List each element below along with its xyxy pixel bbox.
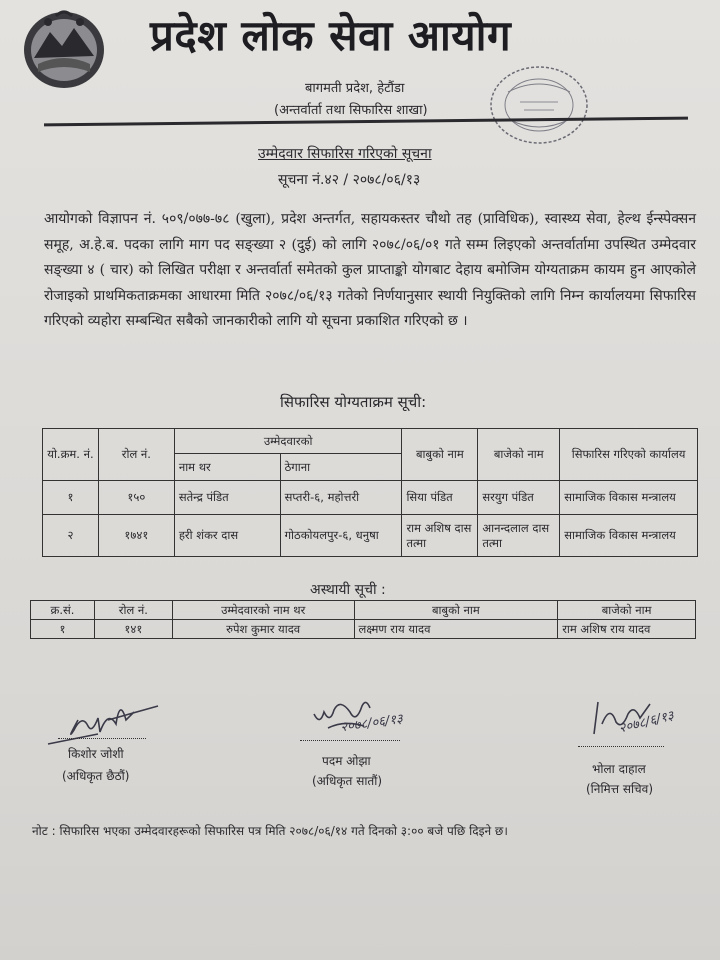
table-header-row xyxy=(31,601,696,620)
handwritten-date-3: २०७८/६/१३ xyxy=(617,708,676,737)
header-grandfather: बाजेको नाम xyxy=(558,601,696,620)
cell-grandfather: राम अशिष राय यादव xyxy=(558,620,696,639)
signature-line-3 xyxy=(578,746,664,747)
header-father: बाबुको नाम xyxy=(402,429,478,481)
notice-body: आयोगको विज्ञापन नं. ५०९/०७७-७८ (खुला), प्रदेश अन्तर्गत, सहायकस्तर चौथो तह (प्राविधिक), स्वास्थ्य सेवा, हेल्थ ईन्स्पेक्सन समूह, अ.हे.ब. पदका लागि माग पद सङ्ख्या २ (दुई) को लागि २०७८/०६/०१ गते सम्म लिइएको अन्तर्वार्तामा उपस्थित उम्मेदवार सङ्ख्या ४ ( चार) को लिखित परीक्षा र अन्तर्वार्ता समेतको कुल प्राप्ताङ्को योगबाट देहाय बमोजिम योग्यताक्रम कायम हुन आएकोले रोजाइको प्राथमिकताक्रमका आधारमा मिति २०७८/०६/१३ गतेको निर्णयानुसार स्थायी नियुक्तिको लागि निम्न कार्यालयमा सिफारिस गरिएको व्यहोरा सम्बन्धित सबैको जानकारीको लागि यो सूचना प्रकाशित गरिएको छ । xyxy=(44,211,696,329)
cell-grandfather: सरयुग पंडित xyxy=(478,481,560,515)
signatory-3-name: भोला दाहाल xyxy=(592,762,646,776)
signatory-1-name: किशोर जोशी xyxy=(68,747,124,761)
signatory-2-name: पदम ओझा xyxy=(322,754,371,768)
header-office: सिफारिस गरिएको कार्यालय xyxy=(560,429,698,481)
province-subtitle: बागमती प्रदेश, हेटौंडा xyxy=(305,81,405,96)
header-address: ठेगाना xyxy=(280,454,402,481)
cell-grandfather: आनन्दलाल दास तत्मा xyxy=(478,515,560,557)
cell-office: सामाजिक विकास मन्त्रालय xyxy=(560,515,698,557)
cell-office: सामाजिक विकास मन्त्रालय xyxy=(560,481,698,515)
signatory-2-title: (अधिकृत सातौं) xyxy=(312,774,383,788)
office-stamp-icon xyxy=(486,62,592,148)
header-father: बाबुको नाम xyxy=(354,601,558,620)
notice-heading: उम्मेदवार सिफारिस गरिएको सूचना xyxy=(258,146,432,162)
cell-address: गोठकोयलपुर-६, धनुषा xyxy=(280,515,402,557)
cell-father: राम अशिष दास तत्मा xyxy=(402,515,478,557)
table-row xyxy=(31,620,696,639)
signatory-1-title: (अधिकृत छैठौं) xyxy=(62,769,130,783)
table-header-row xyxy=(43,429,698,454)
cell-sn: १ xyxy=(31,620,95,639)
recommended-table xyxy=(42,428,698,557)
recommended-list-title: सिफारिस योग्यताक्रम सूची: xyxy=(280,393,427,411)
branch-subtitle: (अन्तर्वार्ता तथा सिफारिस शाखा) xyxy=(274,103,428,118)
header-grandfather: बाजेको नाम xyxy=(478,429,560,481)
header-name: नाम थर xyxy=(174,454,280,481)
signatory-3-title: (निमित्त सचिव) xyxy=(586,782,654,796)
page-title: प्रदेश लोक सेवा आयोग xyxy=(150,11,512,60)
cell-father: लक्ष्मण राय यादव xyxy=(354,620,558,639)
nepal-emblem-icon xyxy=(18,6,110,92)
header-candidate: उम्मेदवारको xyxy=(174,429,402,454)
cell-sn: २ xyxy=(43,515,99,557)
signature-line-1 xyxy=(58,738,146,739)
cell-roll: १७४१ xyxy=(98,515,174,557)
cell-address: सप्तरी-६, महोत्तरी xyxy=(280,481,402,515)
cell-father: सिया पंडित xyxy=(402,481,478,515)
signature-scribble-1 xyxy=(38,690,168,750)
cell-name: रुपेश कुमार यादव xyxy=(172,620,354,639)
cell-roll: १५० xyxy=(98,481,174,515)
temporary-list-title: अस्थायी सूची : xyxy=(310,582,386,598)
cell-roll: १४१ xyxy=(94,620,172,639)
handwritten-date-2: २०७८/०६/१३ xyxy=(339,711,404,736)
header-roll: रोल नं. xyxy=(98,429,174,481)
footer-note: नोट : सिफारिस भएका उम्मेदवारहरूको सिफारिस पत्र मिति २०७८/०६/१४ गते दिनको ३:०० बजे पछि दिइने छ। xyxy=(32,824,508,838)
header-sn: यो.क्रम. नं. xyxy=(43,429,99,481)
header-name: उम्मेदवारको नाम थर xyxy=(172,601,354,620)
header-roll: रोल नं. xyxy=(94,601,172,620)
temporary-table xyxy=(30,600,696,639)
notice-number: सूचना नं.४२ / २०७८/०६/१३ xyxy=(278,172,421,188)
header-sn: क्र.सं. xyxy=(31,601,95,620)
cell-sn: १ xyxy=(43,481,99,515)
table-row xyxy=(43,481,698,515)
table-row xyxy=(43,515,698,557)
cell-name: हरी शंकर दास xyxy=(174,515,280,557)
cell-name: सतेन्द्र पंडित xyxy=(174,481,280,515)
signature-line-2 xyxy=(300,740,400,741)
